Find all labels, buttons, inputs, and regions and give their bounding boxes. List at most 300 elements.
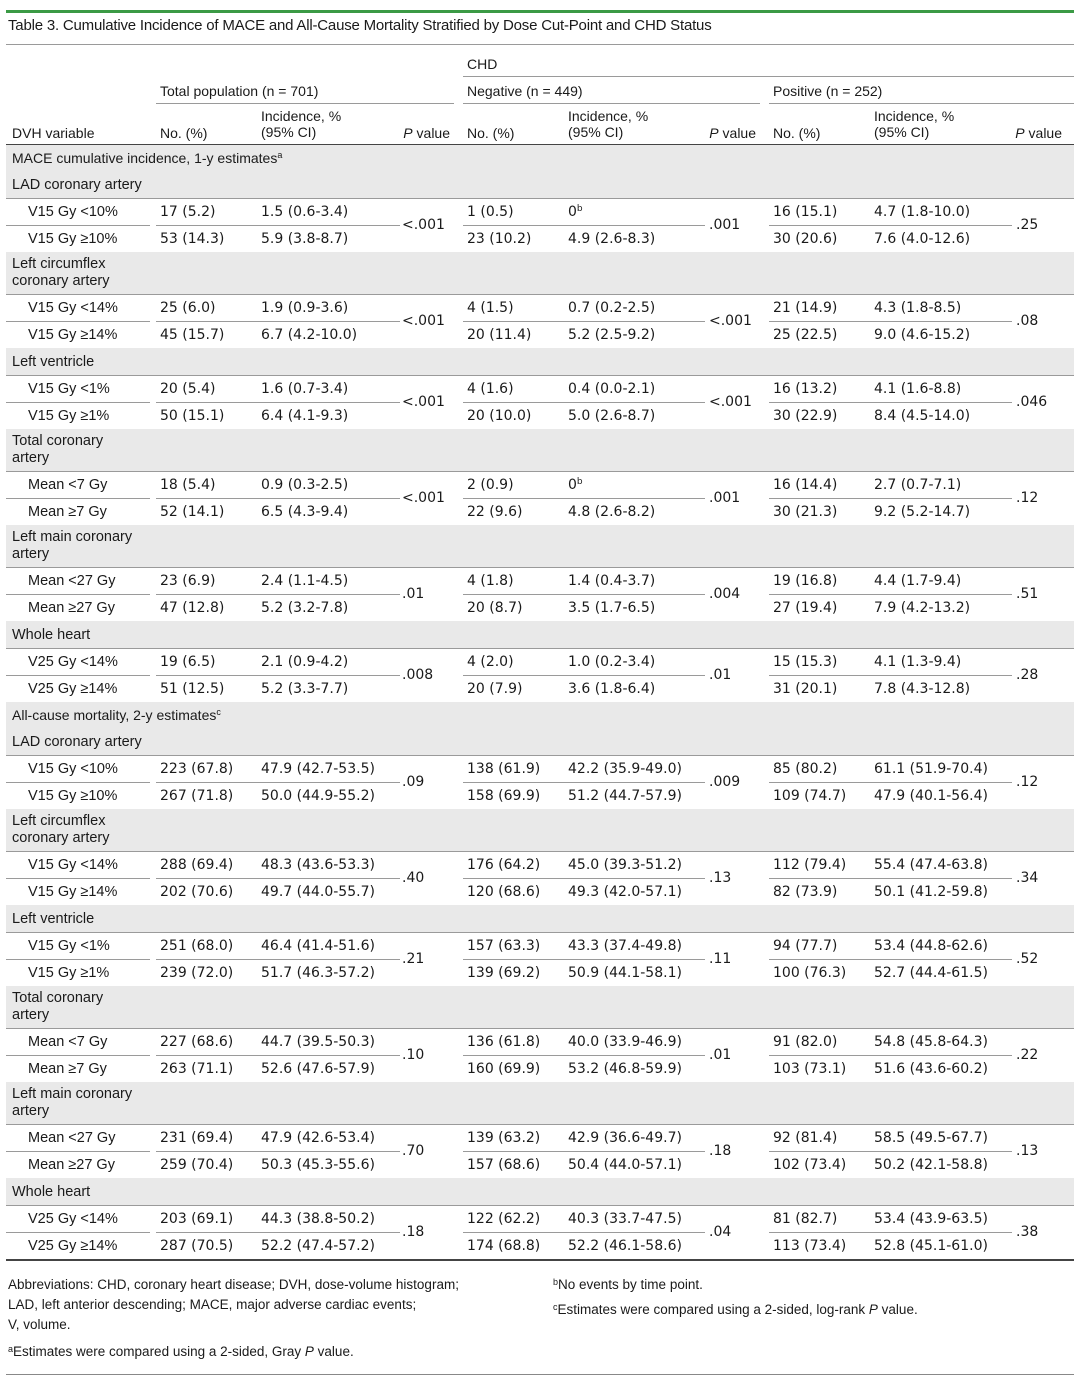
row-divider	[463, 1055, 705, 1056]
incidence-cell: 1.5 (0.6-3.4)	[261, 204, 349, 220]
p-value-cell: <.001	[402, 490, 445, 506]
section-title: All-cause mortality, 2-y estimates$^c$	[12, 707, 221, 723]
footnote-mark: a	[277, 150, 283, 160]
count-cell: 17 (5.2)	[160, 204, 216, 220]
p-value-cell: .18	[402, 1224, 425, 1240]
count-cell: 23 (10.2)	[467, 231, 532, 247]
incidence-cell: 42.2 (35.9-49.0)	[568, 761, 682, 777]
footnote-a	[8, 1344, 354, 1360]
group-name-band	[6, 429, 1074, 471]
row-divider	[769, 321, 1012, 322]
row-divider	[463, 225, 705, 226]
p-value-cell: .046	[1016, 394, 1048, 410]
count-cell: 30 (20.6)	[773, 231, 838, 247]
group-rule	[6, 755, 1074, 756]
incidence-cell: 9.0 (4.6-15.2)	[874, 327, 971, 343]
row-label: Mean ≥27 Gy	[28, 1157, 115, 1173]
count-cell: 100 (76.3)	[773, 965, 847, 981]
incidence-cell: 47.9 (42.7-53.5)	[261, 761, 375, 777]
p-value-cell: .12	[1016, 490, 1039, 506]
incidence-cell: 47.9 (40.1-56.4)	[874, 788, 988, 804]
no-pct-header: No. (%)	[160, 125, 208, 141]
count-cell: 122 (62.2)	[467, 1211, 541, 1227]
p-value-cell: .009	[709, 774, 741, 790]
incidence-cell: 2.4 (1.1-4.5)	[261, 573, 349, 589]
row-label: V25 Gy ≥14%	[28, 681, 118, 697]
incidence-header: Incidence, %	[874, 108, 955, 124]
row-label: Mean <7 Gy	[28, 1034, 108, 1050]
footnote-mark: b	[576, 204, 583, 214]
row-label: V25 Gy <14%	[28, 654, 118, 670]
footnote-text: value.	[877, 1302, 918, 1317]
count-cell: 4 (2.0)	[467, 654, 514, 670]
incidence-ci-header: (95% CI)	[261, 124, 317, 140]
p-value-cell: <.001	[402, 313, 445, 329]
count-cell: 81 (82.7)	[773, 1211, 838, 1227]
group-rule	[6, 294, 1074, 295]
count-cell: 158 (69.9)	[467, 788, 541, 804]
count-cell: 176 (64.2)	[467, 857, 541, 873]
incidence-cell: 50.4 (44.0-57.1)	[568, 1157, 682, 1173]
row-divider	[156, 878, 400, 879]
count-cell: 20 (8.7)	[467, 600, 523, 616]
p-value-cell: .52	[1016, 951, 1039, 967]
row-label: Mean <27 Gy	[28, 1130, 116, 1146]
negative-header: Negative (n = 449)	[467, 83, 583, 99]
count-cell: 263 (71.1)	[160, 1061, 234, 1077]
group-name: Left ventricle	[12, 354, 95, 370]
p-value-cell: .21	[402, 951, 425, 967]
count-cell: 25 (6.0)	[160, 300, 216, 316]
footnote-text: Estimates were compared using a 2-sided, Gray	[13, 1344, 305, 1359]
incidence-cell: 55.4 (47.4-63.8)	[874, 857, 988, 873]
count-cell: 288 (69.4)	[160, 857, 234, 873]
incidence-cell: 49.7 (44.0-55.7)	[261, 884, 375, 900]
count-cell: 21 (14.9)	[773, 300, 838, 316]
incidence-cell: 5.9 (3.8-8.7)	[261, 231, 349, 247]
count-cell: 19 (6.5)	[160, 654, 216, 670]
p-value-cell: .13	[709, 870, 732, 886]
section-title: MACE cumulative incidence, 1-y estimates$^a$	[12, 150, 283, 166]
p-value-header: P value	[709, 125, 756, 141]
p-value-cell: <.001	[709, 313, 752, 329]
count-cell: 52 (14.1)	[160, 504, 225, 520]
incidence-cell: 52.7 (44.4-61.5)	[874, 965, 988, 981]
incidence-cell: 7.9 (4.2-13.2)	[874, 600, 971, 616]
incidence-cell: 4.3 (1.8-8.5)	[874, 300, 962, 316]
incidence-cell: 1.6 (0.7-3.4)	[261, 381, 349, 397]
incidence-cell: 7.8 (4.3-12.8)	[874, 681, 971, 697]
incidence-cell: 53.2 (46.8-59.9)	[568, 1061, 682, 1077]
group-name: artery	[12, 546, 50, 562]
table-title: Table 3. Cumulative Incidence of MACE and All-Cause Mortality Stratified by Dose Cut-Point and CHD Status	[8, 17, 712, 34]
incidence-cell: 5.2 (3.3-7.7)	[261, 681, 349, 697]
count-cell: 136 (61.8)	[467, 1034, 541, 1050]
p-value-cell: <.001	[709, 394, 752, 410]
incidence-cell: 51.6 (43.6-60.2)	[874, 1061, 988, 1077]
p-value-cell: .34	[1016, 870, 1039, 886]
count-cell: 50 (15.1)	[160, 408, 225, 424]
incidence-cell: 0.9 (0.3-2.5)	[261, 477, 349, 493]
p-value-cell: .10	[402, 1047, 425, 1063]
group-name-band	[6, 171, 1074, 198]
group-rule	[6, 1124, 1074, 1125]
group-rule	[6, 375, 1074, 376]
incidence-header: Incidence, %	[261, 108, 342, 124]
row-label: Mean <27 Gy	[28, 573, 116, 589]
footnote-c	[553, 1302, 918, 1318]
row-divider	[6, 959, 150, 960]
group-name: Whole heart	[12, 627, 91, 643]
count-cell: 85 (80.2)	[773, 761, 838, 777]
p-value-cell: .22	[1016, 1047, 1039, 1063]
row-divider	[156, 594, 400, 595]
incidence-header: Incidence, %	[568, 108, 649, 124]
count-cell: 94 (77.7)	[773, 938, 838, 954]
group-rule	[6, 932, 1074, 933]
incidence-cell: 42.9 (36.6-49.7)	[568, 1130, 682, 1146]
group-name-band	[6, 621, 1074, 648]
group-name: Whole heart	[12, 1184, 91, 1200]
p-value-cell: .38	[1016, 1224, 1039, 1240]
incidence-cell: 51.7 (46.3-57.2)	[261, 965, 375, 981]
count-cell: 267 (71.8)	[160, 788, 234, 804]
incidence-cell: 50.2 (42.1-58.8)	[874, 1157, 988, 1173]
p-value-cell: .25	[1016, 217, 1039, 233]
row-divider	[463, 959, 705, 960]
row-divider	[769, 594, 1012, 595]
group-name: Left ventricle	[12, 911, 95, 927]
count-cell: 20 (11.4)	[467, 327, 532, 343]
row-label: Mean <7 Gy	[28, 477, 108, 493]
p-value-cell: .01	[402, 586, 425, 602]
group-rule	[6, 198, 1074, 199]
group-rule	[6, 851, 1074, 852]
group-name: LAD coronary artery	[12, 177, 142, 193]
group-name: coronary artery	[12, 830, 110, 846]
incidence-cell: 7.6 (4.0-12.6)	[874, 231, 971, 247]
no-pct-header: No. (%)	[467, 125, 515, 141]
count-cell: 109 (74.7)	[773, 788, 847, 804]
row-divider	[6, 402, 150, 403]
incidence-cell: 52.6 (47.6-57.9)	[261, 1061, 375, 1077]
count-cell: 139 (69.2)	[467, 965, 541, 981]
row-divider	[6, 878, 150, 879]
incidence-cell: 6.4 (4.1-9.3)	[261, 408, 349, 424]
row-divider	[463, 1232, 705, 1233]
p-value-cell: .11	[709, 951, 732, 967]
incidence-cell: 4.1 (1.3-9.4)	[874, 654, 962, 670]
group-name-band	[6, 252, 1074, 294]
total-span-rule	[156, 103, 454, 104]
row-divider	[6, 1232, 150, 1233]
p-value-cell: .01	[709, 1047, 732, 1063]
row-divider	[156, 498, 400, 499]
count-cell: 174 (68.8)	[467, 1238, 541, 1254]
count-cell: 138 (61.9)	[467, 761, 541, 777]
incidence-cell: 4.4 (1.7-9.4)	[874, 573, 962, 589]
row-label: V15 Gy ≥1%	[28, 965, 110, 981]
incidence-cell: 5.0 (2.6-8.7)	[568, 408, 656, 424]
incidence-cell: 2.1 (0.9-4.2)	[261, 654, 349, 670]
incidence-cell: 44.3 (38.8-50.2)	[261, 1211, 375, 1227]
group-name-band	[6, 1178, 1074, 1205]
row-divider	[463, 782, 705, 783]
count-cell: 30 (22.9)	[773, 408, 838, 424]
count-cell: 51 (12.5)	[160, 681, 225, 697]
count-cell: 53 (14.3)	[160, 231, 225, 247]
incidence-ci-header: (95% CI)	[568, 124, 624, 140]
incidence-cell: 44.7 (39.5-50.3)	[261, 1034, 375, 1050]
row-divider	[769, 225, 1012, 226]
incidence-cell: 1.0 (0.2-3.4)	[568, 654, 656, 670]
p-value-cell: .09	[402, 774, 425, 790]
incidence-cell: 6.7 (4.2-10.0)	[261, 327, 358, 343]
incidence-cell: 0$^b$	[568, 204, 583, 220]
group-rule	[6, 567, 1074, 568]
row-divider	[769, 1151, 1012, 1152]
count-cell: 25 (22.5)	[773, 327, 838, 343]
incidence-cell: 4.9 (2.6-8.3)	[568, 231, 656, 247]
table-bottom-rule	[6, 1259, 1074, 1261]
incidence-ci-header: (95% CI)	[874, 124, 930, 140]
count-cell: 157 (68.6)	[467, 1157, 541, 1173]
incidence-cell: 43.3 (37.4-49.8)	[568, 938, 682, 954]
row-divider	[769, 675, 1012, 676]
row-divider	[156, 675, 400, 676]
incidence-cell: 52.2 (47.4-57.2)	[261, 1238, 375, 1254]
row-divider	[6, 594, 150, 595]
group-rule	[6, 1205, 1074, 1206]
p-value-cell: .008	[402, 667, 434, 683]
group-name-band	[6, 525, 1074, 567]
group-name: Total coronary	[12, 990, 104, 1006]
row-label: V15 Gy ≥14%	[28, 327, 118, 343]
incidence-cell: 40.0 (33.9-46.9)	[568, 1034, 682, 1050]
incidence-cell: 50.3 (45.3-55.6)	[261, 1157, 375, 1173]
incidence-cell: 0$^b$	[568, 477, 583, 493]
count-cell: 31 (20.1)	[773, 681, 838, 697]
row-divider	[769, 959, 1012, 960]
group-name-band	[6, 986, 1074, 1028]
row-divider	[769, 782, 1012, 783]
incidence-cell: 6.5 (4.3-9.4)	[261, 504, 349, 520]
row-divider	[463, 498, 705, 499]
count-cell: 4 (1.6)	[467, 381, 514, 397]
group-name: artery	[12, 1103, 50, 1119]
count-cell: 2 (0.9)	[467, 477, 514, 493]
row-label: V15 Gy ≥1%	[28, 408, 110, 424]
incidence-cell: 45.0 (39.3-51.2)	[568, 857, 682, 873]
count-cell: 20 (7.9)	[467, 681, 523, 697]
count-cell: 1 (0.5)	[467, 204, 514, 220]
row-divider	[6, 321, 150, 322]
count-cell: 16 (13.2)	[773, 381, 838, 397]
incidence-cell: 52.8 (45.1-61.0)	[874, 1238, 988, 1254]
incidence-cell: 54.8 (45.8-64.3)	[874, 1034, 988, 1050]
group-name-band	[6, 728, 1074, 755]
bottom-rule	[6, 1374, 1074, 1375]
abbreviations-line: LAD, left anterior descending; MACE, major adverse cardiac events;	[8, 1297, 417, 1312]
row-divider	[6, 1151, 150, 1152]
p-value-cell: .001	[709, 490, 741, 506]
incidence-cell: 47.9 (42.6-53.4)	[261, 1130, 375, 1146]
abbreviations-line: Abbreviations: CHD, coronary heart disease; DVH, dose-volume histogram;	[8, 1277, 459, 1292]
row-divider	[156, 959, 400, 960]
footnote-mark: c	[553, 1302, 558, 1312]
count-cell: 22 (9.6)	[467, 504, 523, 520]
row-divider	[156, 1151, 400, 1152]
group-name: Left main coronary	[12, 1086, 133, 1102]
row-divider	[156, 402, 400, 403]
incidence-cell: 52.2 (46.1-58.6)	[568, 1238, 682, 1254]
p-value-cell: .08	[1016, 313, 1039, 329]
group-name: artery	[12, 450, 50, 466]
count-cell: 113 (73.4)	[773, 1238, 847, 1254]
p-value-header: P value	[1015, 125, 1062, 141]
positive-header: Positive (n = 252)	[773, 83, 883, 99]
group-name-band	[6, 905, 1074, 932]
group-name-band	[6, 348, 1074, 375]
row-divider	[6, 675, 150, 676]
row-label: V15 Gy <10%	[28, 204, 118, 220]
row-label: V15 Gy <14%	[28, 857, 118, 873]
dvh-variable-header: DVH variable	[12, 125, 95, 141]
incidence-cell: 50.0 (44.9-55.2)	[261, 788, 375, 804]
count-cell: 30 (21.3)	[773, 504, 838, 520]
count-cell: 91 (82.0)	[773, 1034, 838, 1050]
row-label: V15 Gy ≥10%	[28, 231, 118, 247]
footnote-mark: c	[216, 707, 221, 717]
incidence-cell: 5.2 (3.2-7.8)	[261, 600, 349, 616]
count-cell: 203 (69.1)	[160, 1211, 234, 1227]
row-divider	[6, 225, 150, 226]
incidence-cell: 3.5 (1.7-6.5)	[568, 600, 656, 616]
p-value-cell: .51	[1016, 586, 1039, 602]
group-name-band	[6, 809, 1074, 851]
count-cell: 239 (72.0)	[160, 965, 234, 981]
total-population-header: Total population (n = 701)	[160, 83, 319, 99]
header-top-rule	[6, 44, 1074, 45]
row-divider	[156, 1055, 400, 1056]
row-divider	[463, 321, 705, 322]
group-name: artery	[12, 1007, 50, 1023]
incidence-cell: 58.5 (49.5-67.7)	[874, 1130, 988, 1146]
chd-span-rule	[463, 76, 1074, 77]
row-divider	[156, 1232, 400, 1233]
row-divider	[463, 675, 705, 676]
incidence-cell: 40.3 (33.7-47.5)	[568, 1211, 682, 1227]
chd-header: CHD	[467, 56, 498, 72]
p-value-cell: .04	[709, 1224, 732, 1240]
row-divider	[156, 782, 400, 783]
row-label: V25 Gy ≥14%	[28, 1238, 118, 1254]
row-divider	[6, 782, 150, 783]
negative-span-rule	[463, 103, 760, 104]
row-label: Mean ≥27 Gy	[28, 600, 115, 616]
incidence-cell: 5.2 (2.5-9.2)	[568, 327, 656, 343]
incidence-cell: 0.4 (0.0-2.1)	[568, 381, 656, 397]
count-cell: 47 (12.8)	[160, 600, 225, 616]
count-cell: 287 (70.5)	[160, 1238, 234, 1254]
group-rule	[6, 648, 1074, 649]
count-cell: 259 (70.4)	[160, 1157, 234, 1173]
incidence-cell: 61.1 (51.9-70.4)	[874, 761, 988, 777]
incidence-cell: 51.2 (44.7-57.9)	[568, 788, 682, 804]
count-cell: 20 (10.0)	[467, 408, 532, 424]
footnote-text: Estimates were compared using a 2-sided, log-rank	[557, 1302, 869, 1317]
row-divider	[156, 225, 400, 226]
count-cell: 251 (68.0)	[160, 938, 234, 954]
row-divider	[156, 321, 400, 322]
count-cell: 120 (68.6)	[467, 884, 541, 900]
footnote-mark: b	[553, 1277, 559, 1287]
count-cell: 227 (68.6)	[160, 1034, 234, 1050]
row-divider	[769, 1232, 1012, 1233]
count-cell: 19 (16.8)	[773, 573, 838, 589]
row-label: Mean ≥7 Gy	[28, 1061, 107, 1077]
row-divider	[6, 1055, 150, 1056]
footnote-b	[553, 1277, 703, 1293]
row-divider	[769, 498, 1012, 499]
row-divider	[769, 878, 1012, 879]
row-label: V15 Gy <1%	[28, 938, 110, 954]
row-label: V15 Gy ≥10%	[28, 788, 118, 804]
incidence-cell: 4.8 (2.6-8.2)	[568, 504, 656, 520]
footnote-mark: a	[8, 1344, 14, 1354]
count-cell: 4 (1.8)	[467, 573, 514, 589]
incidence-cell: 53.4 (44.8-62.6)	[874, 938, 988, 954]
p-value-cell: .70	[402, 1143, 425, 1159]
footnote-p: P	[304, 1344, 314, 1359]
row-label: V25 Gy <14%	[28, 1211, 118, 1227]
count-cell: 223 (67.8)	[160, 761, 234, 777]
incidence-cell: 4.1 (1.6-8.8)	[874, 381, 962, 397]
row-label: V15 Gy <1%	[28, 381, 110, 397]
incidence-cell: 53.4 (43.9-63.5)	[874, 1211, 988, 1227]
abbreviations-line: V, volume.	[8, 1317, 71, 1332]
row-divider	[463, 878, 705, 879]
p-value-cell: .40	[402, 870, 425, 886]
row-divider	[769, 402, 1012, 403]
p-value-cell: <.001	[402, 217, 445, 233]
incidence-cell: 1.9 (0.9-3.6)	[261, 300, 349, 316]
count-cell: 45 (15.7)	[160, 327, 225, 343]
count-cell: 18 (5.4)	[160, 477, 216, 493]
incidence-cell: 50.1 (41.2-59.8)	[874, 884, 988, 900]
row-label: V15 Gy <10%	[28, 761, 118, 777]
group-name: LAD coronary artery	[12, 734, 142, 750]
row-divider	[463, 1151, 705, 1152]
count-cell: 231 (69.4)	[160, 1130, 234, 1146]
p-value-cell: .12	[1016, 774, 1039, 790]
incidence-cell: 4.7 (1.8-10.0)	[874, 204, 971, 220]
count-cell: 16 (15.1)	[773, 204, 838, 220]
count-cell: 4 (1.5)	[467, 300, 514, 316]
group-name-band	[6, 1082, 1074, 1124]
count-cell: 160 (69.9)	[467, 1061, 541, 1077]
group-rule	[6, 471, 1074, 472]
count-cell: 15 (15.3)	[773, 654, 838, 670]
p-value-cell: .18	[709, 1143, 732, 1159]
incidence-cell: 3.6 (1.8-6.4)	[568, 681, 656, 697]
incidence-cell: 9.2 (5.2-14.7)	[874, 504, 971, 520]
row-label: V15 Gy ≥14%	[28, 884, 118, 900]
p-value-header: P value	[403, 125, 450, 141]
count-cell: 103 (73.1)	[773, 1061, 847, 1077]
incidence-cell: 46.4 (41.4-51.6)	[261, 938, 375, 954]
no-pct-header: No. (%)	[773, 125, 821, 141]
